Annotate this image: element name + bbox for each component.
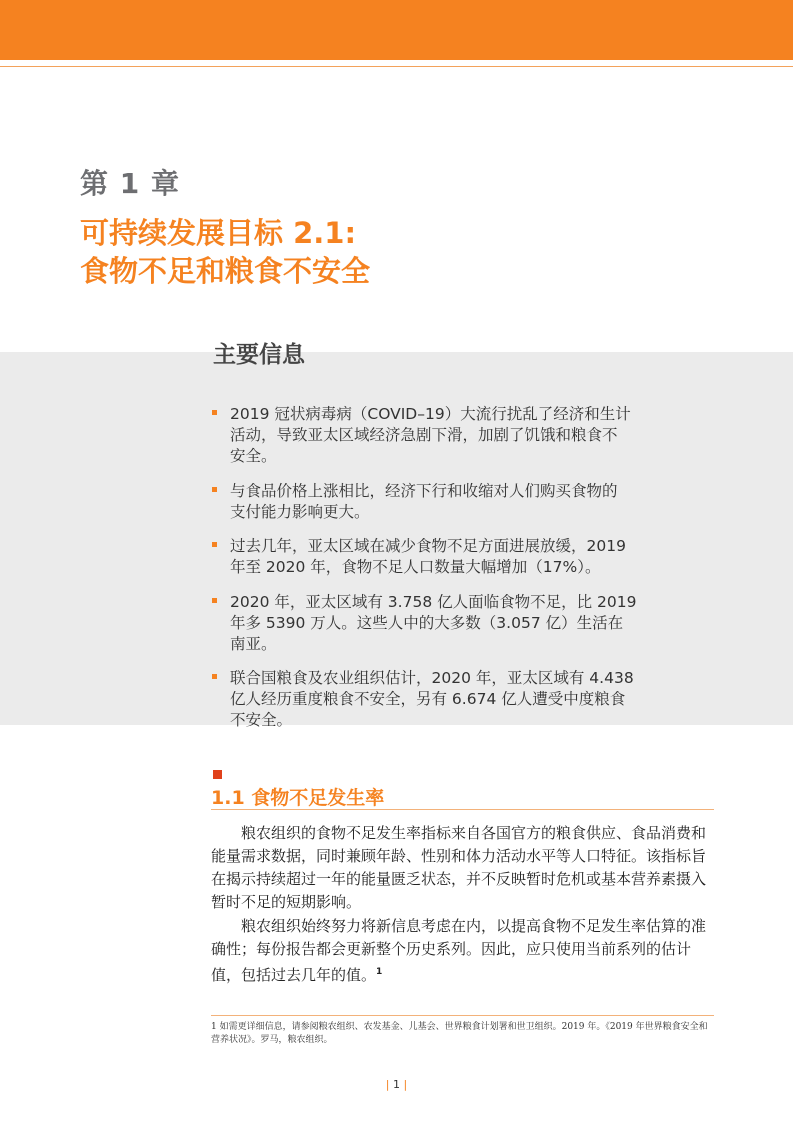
key-message-item: 2020 年，亚太区域有 3.758 亿人面临食物不足，比 2019 年多 5390 万人。这些人中的大多数（3.057 亿）生活在 南亚。 [210, 592, 670, 655]
page-number: | 1 | [385, 1078, 408, 1091]
bullet-square-icon [212, 410, 217, 415]
chapter-title-line-1: 可持续发展目标 2.1: [80, 216, 357, 250]
key-message-item: 过去几年，亚太区域在减少食物不足方面进展放缓，2019 年至 2020 年，食物不足人口数量大幅增加（17%）。 [210, 536, 670, 578]
bullet-square-icon [212, 674, 217, 679]
section-marker-icon [213, 770, 222, 779]
key-message-item: 2019 冠状病毒病（COVID–19）大流行扰乱了经济和生计 活动，导致亚太区域经济急剧下滑，加剧了饥饿和粮食不 安全。 [210, 404, 670, 467]
header-band [0, 0, 793, 60]
section-underline [211, 809, 714, 810]
footnote-rule [211, 1015, 714, 1016]
section-heading: 1.1 食物不足发生率 [211, 787, 385, 809]
body-paragraph-1: 粮农组织的食物不足发生率指标来自各国官方的粮食供应、食品消费和能量需求数据，同时兼顾年龄、性别和体力活动水平等人口特征。该指标旨在揭示持续超过一年的能量匮乏状态，并不反映暂时危机或基本营养素摄入暂时不足的短期影响。 [211, 824, 707, 911]
chapter-title-line-2: 食物不足和粮食不安全 [80, 254, 371, 288]
key-message-item: 联合国粮食及农业组织估计，2020 年，亚太区域有 4.438 亿人经历重度粮食不安全，另有 6.674 亿人遭受中度粮食 不安全。 [210, 668, 670, 731]
chapter-label: 第 1 章 [80, 167, 180, 200]
footnote-reference[interactable]: 1 [376, 967, 383, 977]
footnote: 1 如需更详细信息，请参阅粮农组织、农发基金、儿基会、世界粮食计划署和世卫组织。2019 年。《2019 年世界粮食安全和营养状况》。罗马，粮农组织。 [211, 1022, 708, 1045]
header-rule [0, 66, 793, 67]
bullet-square-icon [212, 487, 217, 492]
page-number-value: 1 [393, 1078, 400, 1091]
key-message-item: 与食品价格上涨相比，经济下行和收缩对人们购买食物的 支付能力影响更大。 [210, 481, 670, 523]
chapter-title [80, 214, 370, 290]
key-messages-list [210, 404, 670, 745]
body-paragraph-2: 粮农组织始终努力将新信息考虑在内，以提高食物不足发生率估算的准确性；每份报告都会更新整个历史系列。因此，应只使用当前系列的估计值，包括过去几年的值。$^1$ [211, 917, 707, 984]
bullet-square-icon [212, 542, 217, 547]
bullet-square-icon [212, 598, 217, 603]
key-messages-heading: 主要信息 [213, 342, 305, 368]
